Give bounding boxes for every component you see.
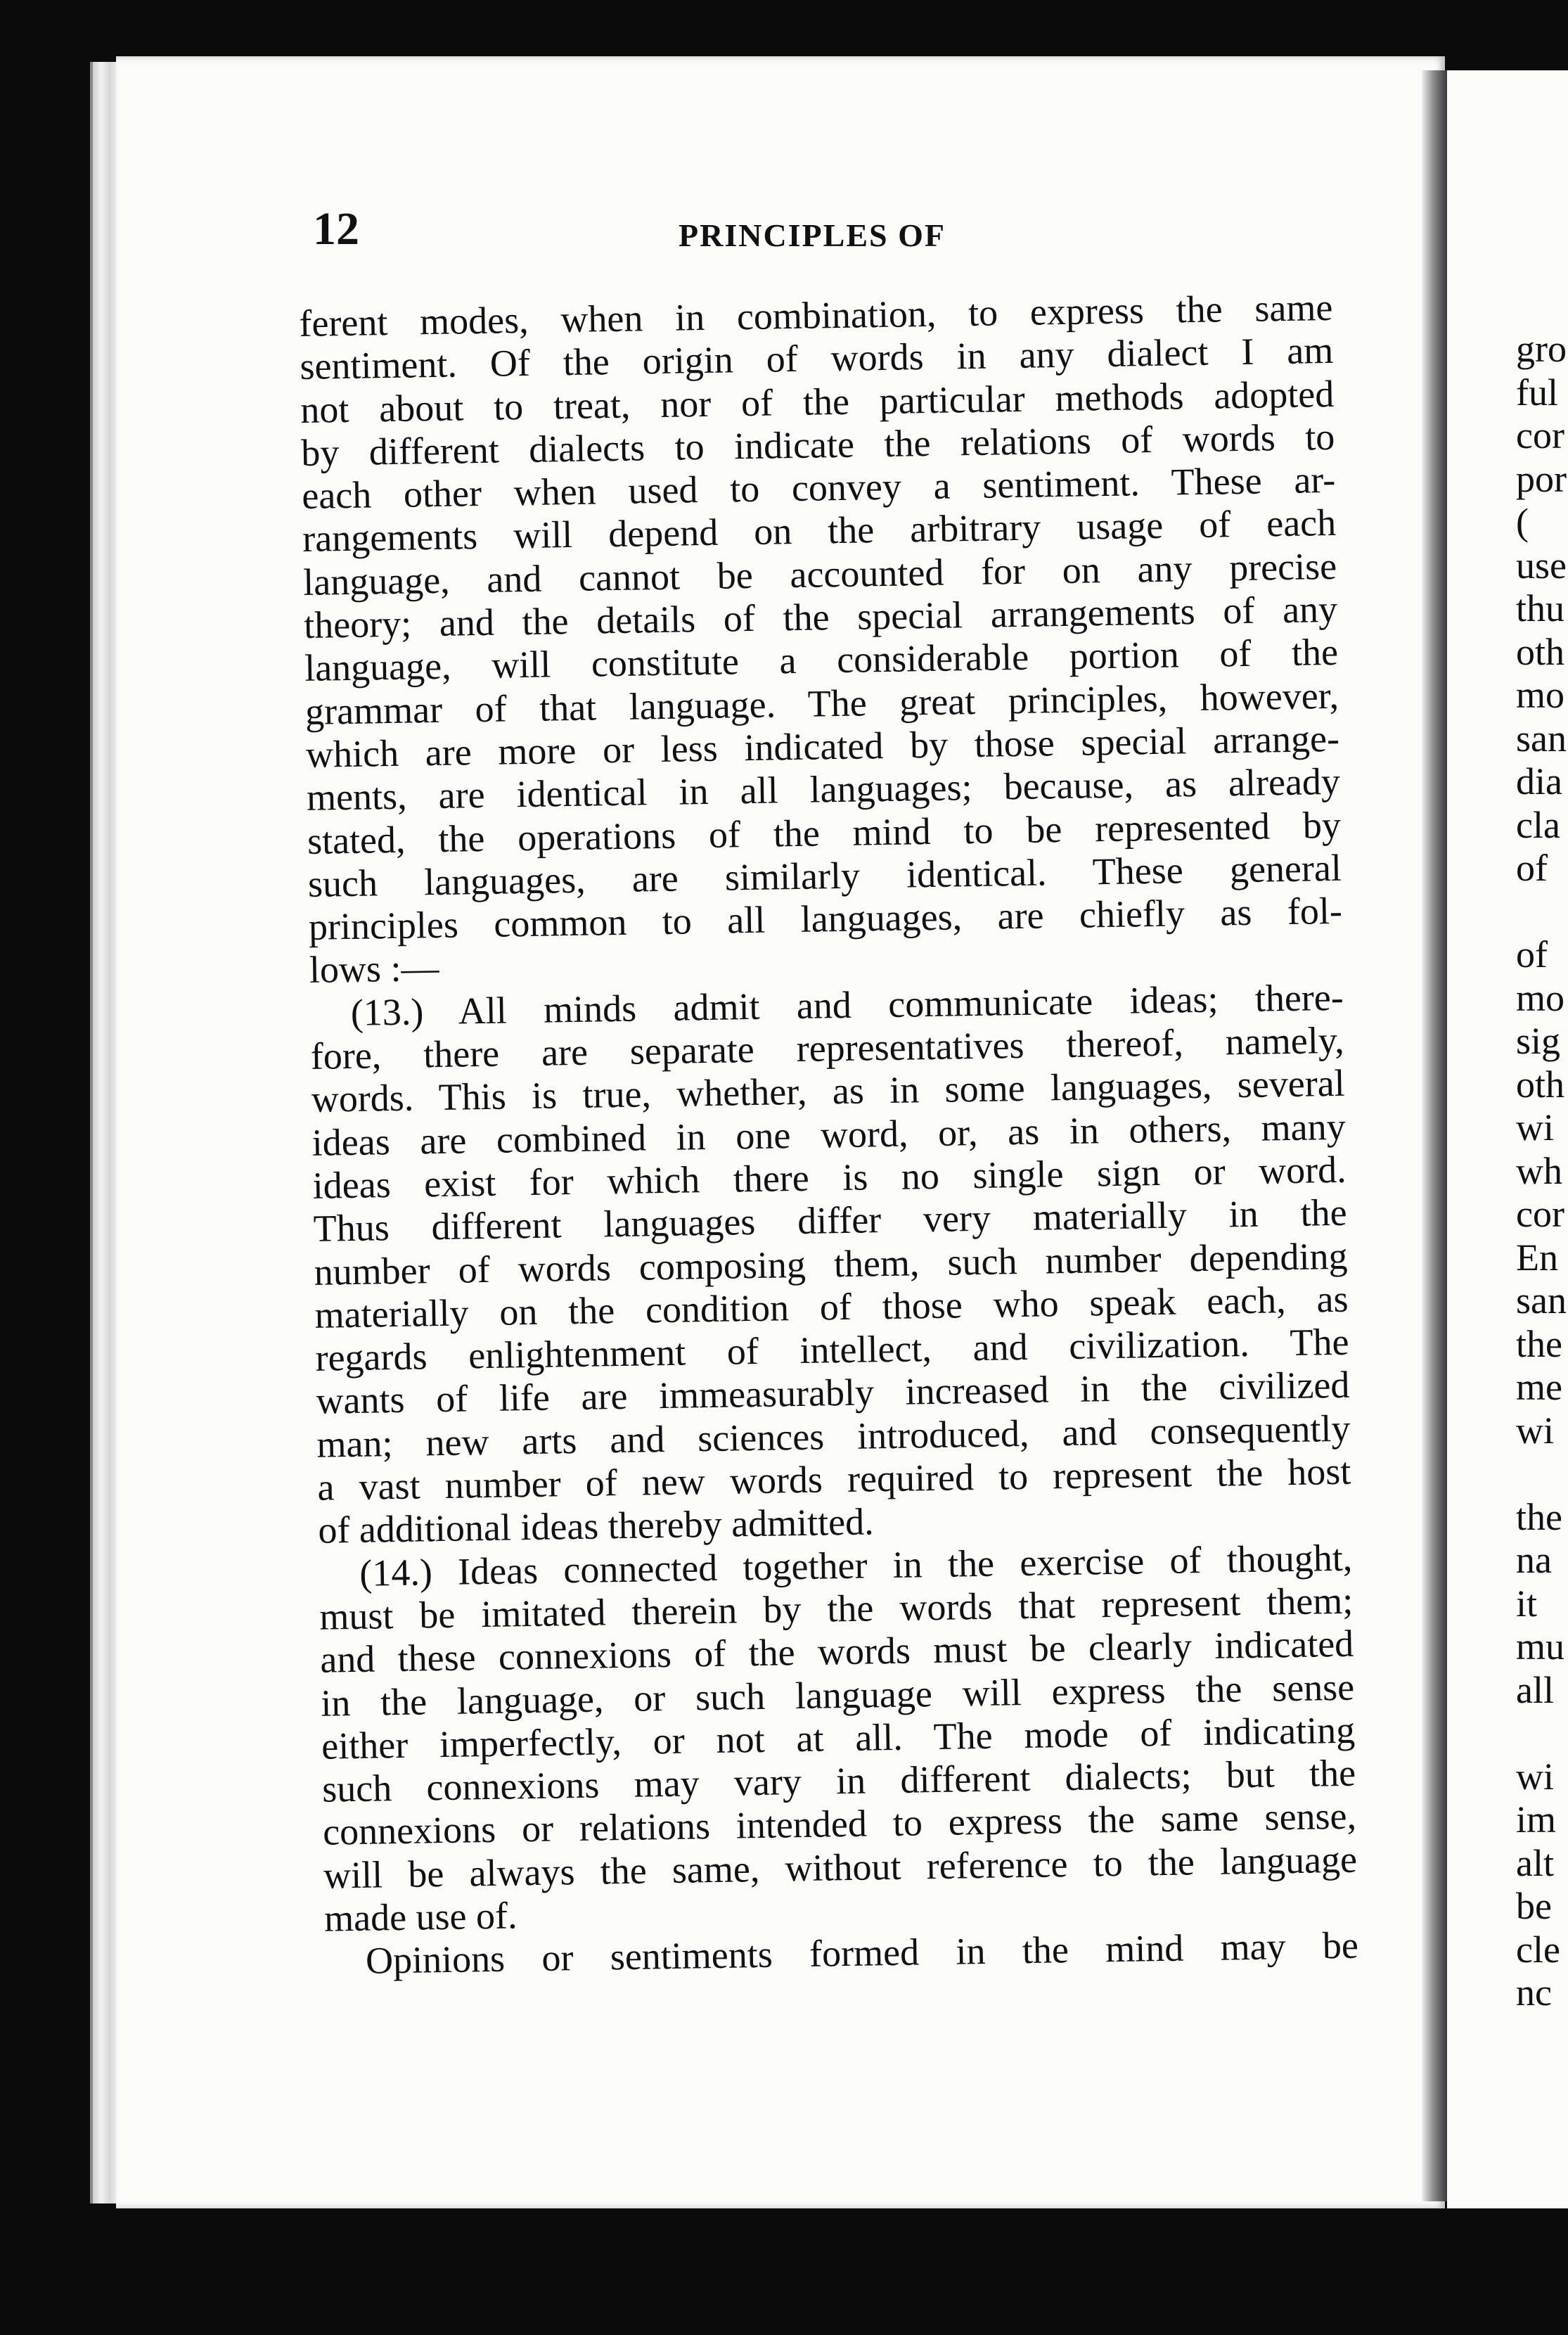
facing-page-line: mo [1516,976,1565,1019]
text-line: either imperfectly, or not at all. The mode of indicating [321,1708,1356,1767]
facing-page-line: im [1516,1798,1557,1841]
facing-page-line: wi [1516,1409,1554,1452]
text-line: ments, are identical in all languages; because, as already [306,760,1341,819]
facing-page-line: cla [1516,803,1560,846]
facing-page-line: alt [1516,1841,1554,1884]
facing-page [1447,70,1568,2208]
text-line: will be always the same, without reference to the language [323,1838,1358,1897]
facing-page-line: ( [1516,501,1529,543]
facing-page-line [1447,890,1568,934]
facing-page-line: wh [1516,1149,1562,1192]
text-line: ideas exist for which there is no single sign or word. [312,1148,1347,1207]
facing-page-line: thu [1516,587,1565,629]
facing-page-line: gro [1516,328,1567,370]
text-line: each other when used to convey a sentiment. These ar- [301,459,1336,518]
facing-page-line: En [1516,1236,1558,1279]
facing-page-line: por [1516,457,1567,500]
text-line: language, will constitute a considerable portion of the [304,631,1339,690]
text-line: stated, the operations of the mind to be represented by [307,803,1342,862]
text-line: words. This is true, whether, as in some languages, several [311,1062,1346,1121]
page-number: 12 [313,203,359,255]
facing-page-line: cor [1516,414,1564,456]
facing-page-line: it [1516,1582,1538,1625]
text-line: not about to treat, nor of the particular methods adopted [300,372,1335,431]
facing-page-line: oth [1516,1063,1565,1106]
text-line: number of words composing them, such number depending [314,1234,1348,1293]
facing-page-line: of [1516,847,1548,889]
text-line: in the language, or such language will express the sense [320,1665,1355,1725]
facing-page-line: all [1516,1668,1554,1711]
facing-page-line: mo [1516,674,1565,716]
text-line: (14.) Ideas connected together in the exercise of thought, [359,1536,1353,1594]
text-line: such connexions may vary in different dialects; but the [321,1751,1356,1810]
running-head: PRINCIPLES OF [679,217,946,253]
text-line: connexions or relations intended to express the same sense, [322,1795,1357,1854]
text-line: Thus different languages differ very materially in the [313,1191,1347,1250]
text-line: must be imitated therein by the words that represent them; [319,1579,1354,1638]
text-line: theory; and the details of the special arrangements of any [303,587,1338,647]
text-line: and these connexions of the words must be clearly indicated [319,1622,1354,1681]
text-line: sentiment. Of the origin of words in any dialect I am [299,329,1334,388]
facing-page-line: ful [1516,371,1558,414]
text-line: fore, there are separate representatives thereof, namely, [310,1018,1345,1077]
text-line: made use of. [323,1894,518,1940]
text-line: of additional ideas thereby admitted. [317,1500,875,1552]
facing-page-line: be [1516,1885,1552,1927]
text-line: materially on the condition of those who speak each, as [314,1277,1349,1336]
text-line: a vast number of new words required to represent the host [316,1450,1351,1509]
text-line: language, and cannot be accounted for on any precise [302,544,1337,603]
text-line: Opinions or sentiments formed in the mind may be [365,1924,1359,1983]
facing-page-line: na [1516,1539,1552,1581]
facing-page-line: me [1516,1366,1562,1408]
text-line: regards enlightenment of intellect, and civilization. The [315,1320,1349,1379]
facing-page-line: sig [1516,1020,1561,1062]
text-line: ferent modes, when in combination, to express the same [299,286,1333,345]
facing-page-line: dia [1516,760,1562,802]
text-line: wants of life are immeasurably increased in the civilized [316,1364,1350,1423]
text-line: grammar of that language. The great principles, however, [304,674,1339,733]
text-line: rangements will depend on the arbitrary usage of each [302,501,1337,561]
facing-page-line: san [1516,1279,1567,1322]
body-text [299,286,1358,1983]
facing-page-line: wi [1516,1106,1554,1149]
facing-page-line: san [1516,717,1567,760]
facing-page-line: the [1516,1495,1562,1538]
facing-page-line: cle [1516,1928,1560,1971]
facing-page-line: of [1516,933,1548,975]
text-line: (13.) All minds admit and communicate ideas; there- [350,975,1344,1034]
facing-page-line: cor [1516,1193,1564,1235]
facing-page-line: mu [1516,1625,1565,1668]
text-line: by different dialects to indicate the relations of words to [300,415,1335,474]
text-line: such languages, are similarly identical. These general [307,846,1342,905]
facing-page-line: the [1516,1322,1562,1365]
text-line: principles common to all languages, are chiefly as fol- [308,889,1343,949]
facing-page-line [1447,1452,1568,1496]
facing-page-line: wi [1516,1755,1554,1798]
text-line: lows :— [309,947,439,992]
facing-page-text [1447,328,1568,2015]
text-line: which are more or less indicated by those special arrange- [305,717,1340,776]
book-gutter [1422,70,1447,2201]
text-line: ideas are combined in one word, or, as in others, many [311,1105,1347,1164]
facing-page-line: use [1516,544,1567,587]
facing-page-line: oth [1516,630,1565,673]
facing-page-line: nc [1516,1971,1552,2014]
text-line: man; new arts and sciences introduced, and consequently [316,1407,1351,1466]
facing-page-line [1447,1712,1568,1755]
